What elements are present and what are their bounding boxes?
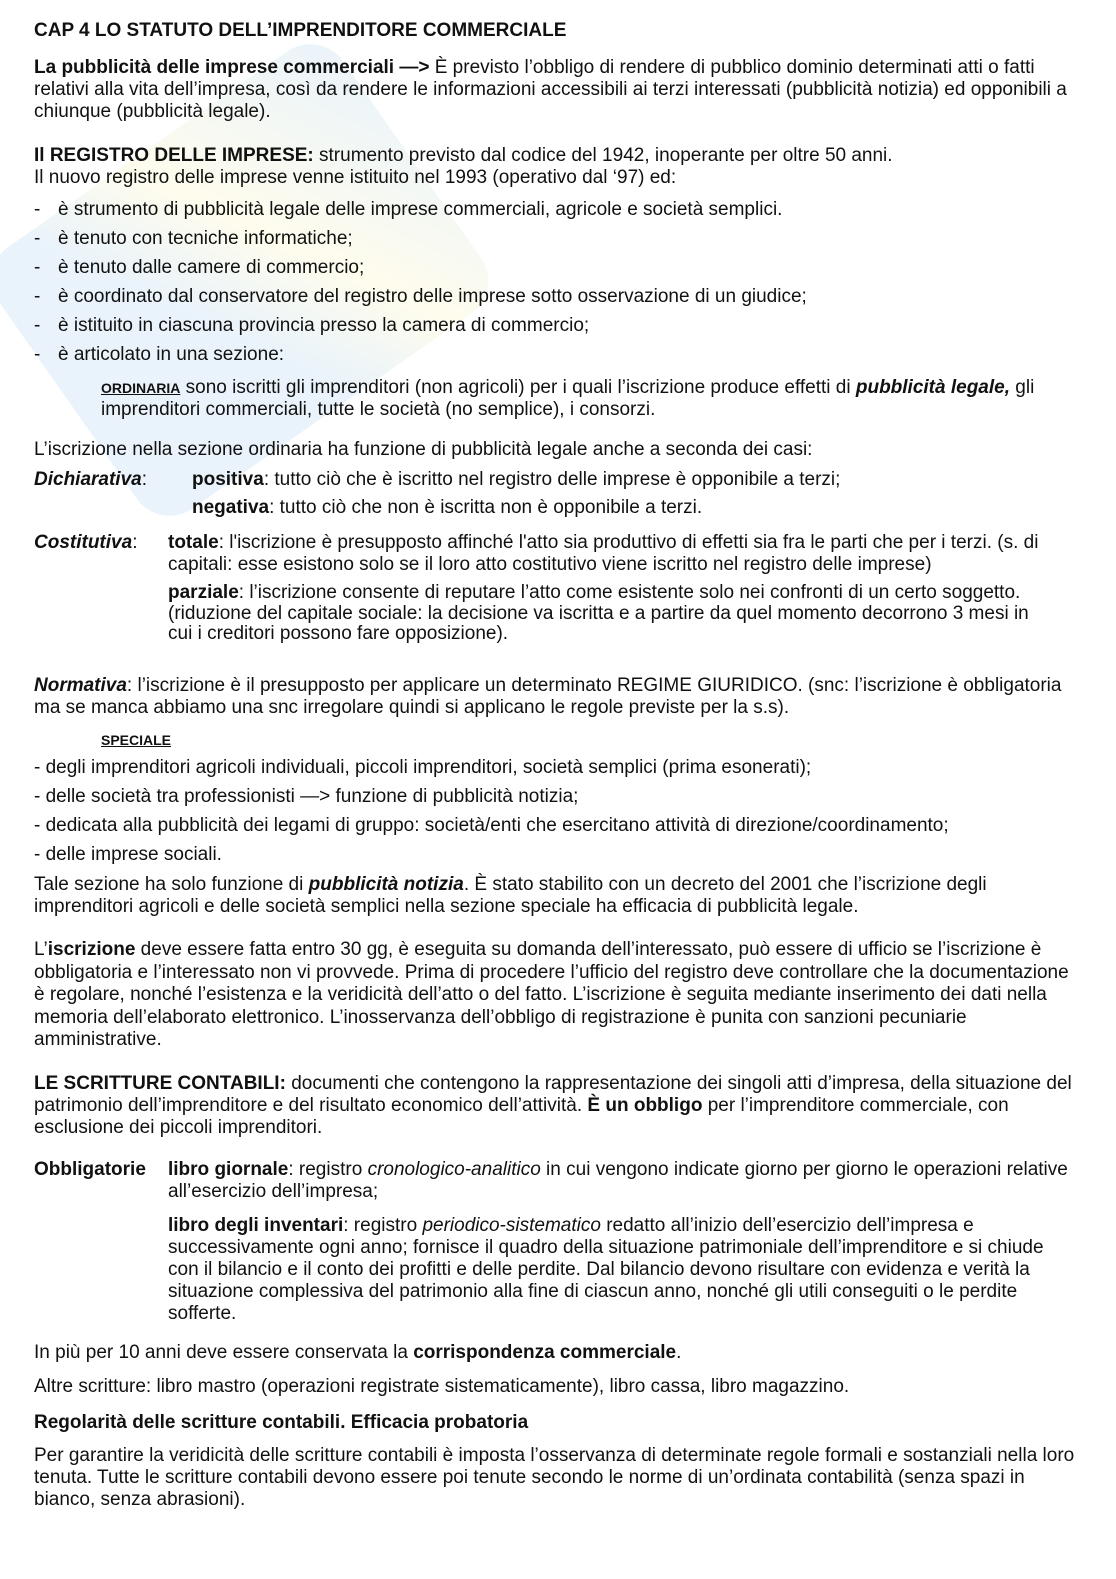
term-label: Dichiarativa bbox=[34, 469, 142, 490]
colon: : bbox=[132, 532, 138, 553]
list-item: - è coordinato dal conservatore del registro delle imprese sotto osservazione di un giudice; bbox=[34, 286, 807, 307]
italic-text: periodico-sistematico bbox=[422, 1215, 601, 1236]
bold-text: libro degli inventari bbox=[168, 1215, 344, 1236]
list-item: - degli imprenditori agricoli individuali, piccoli imprenditori, società semplici (prima esonerati); bbox=[34, 757, 812, 778]
bold-text: LE SCRITTURE CONTABILI: bbox=[34, 1073, 286, 1094]
list-item: - è articolato in una sezione: bbox=[34, 344, 285, 365]
list-item-text: è tenuto con tecniche informatiche; bbox=[58, 228, 353, 249]
body-text: deve essere fatta entro 30 gg, è eseguita su domanda dell’interessato, può essere di ufficio se l’iscrizione è obbligatoria e l’interessato non vi provvede. Prima di procedere l’ufficio del registro deve controllare che la documentazione è regolare, nonché l’esistenza e la veridicità dell’atto o del fatto. L’iscrizione è seguita mediante inserimento dei dati nella memoria dell’elaborato elettronico. L’inosservanza dell’obbligo di registrazione è punita con sanzioni pecuniarie amministrative. bbox=[34, 939, 1069, 1050]
emphasis-text: pubblicità notizia bbox=[308, 874, 464, 895]
italic-text: cronologico-analitico bbox=[367, 1159, 541, 1180]
heading-regolarita bbox=[34, 1412, 1079, 1434]
list-item-text: è tenuto dalle camere di commercio; bbox=[58, 257, 365, 278]
page-title bbox=[34, 20, 1079, 42]
body-text: : registro bbox=[288, 1159, 368, 1180]
paragraph-registro bbox=[34, 145, 1079, 189]
list-item-text: è articolato in una sezione: bbox=[58, 344, 285, 365]
paragraph-regolarita: Per garantire la veridicità delle scritture contabili è imposta l’osservanza di determinate regole formali e sostanziali nella loro tenuta. Tutte le scritture contabili devono essere poi tenute secondo le norme di un’ordinata contabilità (senza spazi in bianco, senza abrasioni). bbox=[34, 1445, 1075, 1510]
body-text: : l’iscrizione consente di reputare l’atto come esistente solo nei confronti di un certo soggetto. (riduzione del capitale sociale: la decisione va iscritta e a partire da quel momento decorrono 3 mesi in cui i creditori possono fare opposizione). bbox=[168, 582, 1029, 644]
body-text: in cui vengono indicate giorno per giorno le operazioni relative all’esercizio dell’impresa; bbox=[168, 1159, 1068, 1202]
section-label: SPECIALE bbox=[101, 732, 172, 748]
body-text: redatto all’inizio dell’esercizio dell’impresa e successivamente ogni anno; fornisce il quadro della situazione patrimoniale dell’imprenditore e si chiude con il bilancio e il conto dei profitti e delle perdite. Dal bilancio devono risultare con evidenza e verità la situazione complessiva del patrimonio alla fine di ciascun anno, nonché gli utili conseguiti o le perdite sofferte. bbox=[168, 1215, 1044, 1324]
body-text: . bbox=[676, 1342, 682, 1363]
bold-text: La pubblicità delle imprese commerciali —> bbox=[34, 57, 430, 78]
colon: : bbox=[141, 469, 148, 490]
body-text: gli imprenditori commerciali, tutte le società (no semplice), i consorzi. bbox=[101, 377, 1035, 420]
body-text: Il nuovo registro delle imprese venne istituito nel 1993 (operativo dal ‘97) ed: bbox=[34, 167, 677, 188]
term-label: Normativa bbox=[34, 675, 127, 696]
body-text: strumento previsto dal codice del 1942, inoperante per oltre 50 anni. bbox=[313, 145, 893, 166]
paragraph-tale-sezione bbox=[34, 874, 1079, 918]
list-item: - dedicata alla pubblicità dei legami di gruppo: società/enti che esercitano attività di direzione/coordinamento; bbox=[34, 815, 949, 836]
term-label: Obbligatorie bbox=[34, 1159, 146, 1180]
body-text: : tutto ciò che è iscritto nel registro delle imprese è opponibile a terzi; bbox=[263, 469, 841, 490]
heading-text: Regolarità delle scritture contabili. Efficacia probatoria bbox=[34, 1412, 529, 1433]
list-item-text: è istituito in ciascuna provincia presso la camera di commercio; bbox=[58, 315, 590, 336]
list-item: - delle società tra professionisti —> funzione di pubblicità notizia; bbox=[34, 786, 579, 807]
body-text: documenti che contengono la rappresentazione dei singoli atti d’impresa, della situazione del patrimonio dell’imprenditore e del risultato economico dell’attività. bbox=[34, 1073, 1072, 1116]
body-text: per l’imprenditore commerciale, con esclusione dei piccoli imprenditori. bbox=[34, 1095, 1009, 1138]
paragraph-pubblicita bbox=[34, 57, 1079, 123]
list-item: - è strumento di pubblicità legale delle imprese commerciali, agricole e società semplici. bbox=[34, 199, 783, 220]
obbligatorie-block bbox=[34, 1159, 1079, 1325]
paragraph-iscrizione-ordinaria: L’iscrizione nella sezione ordinaria ha funzione di pubblicità legale anche a seconda dei casi: bbox=[34, 439, 813, 460]
bold-text: parziale bbox=[168, 582, 239, 603]
body-text: : registro bbox=[343, 1215, 423, 1236]
paragraph-iscrizione bbox=[34, 939, 1079, 1052]
paragraph-altre-scritture: Altre scritture: libro mastro (operazioni registrate sistematicamente), libro cassa, libro magazzino. bbox=[34, 1376, 850, 1397]
list-item: - è istituito in ciascuna provincia presso la camera di commercio; bbox=[34, 315, 590, 336]
list-item: - è tenuto con tecniche informatiche; bbox=[34, 228, 353, 249]
body-text: È previsto l’obbligo di rendere di pubblico dominio determinati atti o fatti relativi alla vita dell’impresa, così da rendere le informazioni accessibili ai terzi interessati (pubblicità notizia) ed opponibili a chiunque (pubblicità legale). bbox=[34, 57, 1067, 122]
costitutiva-block bbox=[34, 532, 1079, 645]
dichiarativa-block bbox=[34, 469, 1079, 519]
bold-text: totale bbox=[168, 532, 219, 553]
bold-text: È un obbligo bbox=[587, 1095, 703, 1116]
body-text: : l’iscrizione è il presupposto per applicare un determinato REGIME GIURIDICO. (snc: l’iscrizione è obbligatoria ma se manca abbiamo una snc irregolare quindi si applicano le regole previste per la s.s). bbox=[34, 675, 1062, 718]
list-item: - delle imprese sociali. bbox=[34, 844, 222, 865]
bold-text: Il REGISTRO DELLE IMPRESE: bbox=[34, 145, 314, 166]
body-text: . È stato stabilito con un decreto del 2001 che l’iscrizione degli imprenditori agricoli e delle società semplici nella sezione speciale ha efficacia di pubblicità legale. bbox=[34, 874, 987, 917]
bullet-list bbox=[34, 199, 1079, 373]
speciale-label bbox=[101, 729, 1116, 751]
section-label: ORDINARIA bbox=[101, 380, 181, 396]
bold-text: negativa bbox=[192, 497, 270, 518]
body-text: : tutto ciò che non è iscritta non è opponibile a terzi. bbox=[269, 497, 703, 518]
bold-text: iscrizione bbox=[47, 939, 136, 960]
term-label: Costitutiva bbox=[34, 532, 133, 553]
emphasis-text: pubblicità legale, bbox=[855, 377, 1011, 398]
title-text: CAP 4 LO STATUTO DELL’IMPRENDITORE COMMERCIALE bbox=[34, 20, 567, 41]
body-text: In più per 10 anni deve essere conservata la bbox=[34, 1342, 414, 1363]
bold-text: libro giornale bbox=[168, 1159, 289, 1180]
paragraph-scritture-contabili bbox=[34, 1073, 1079, 1139]
paragraph-in-piu bbox=[34, 1342, 1079, 1364]
body-text: L’ bbox=[34, 939, 48, 960]
list-item-text: è coordinato dal conservatore del registro delle imprese sotto osservazione di un giudice; bbox=[58, 286, 807, 307]
body-text: Tale sezione ha solo funzione di bbox=[34, 874, 309, 895]
bold-text: corrispondenza commerciale bbox=[413, 1342, 677, 1363]
list-item-text: è strumento di pubblicità legale delle imprese commerciali, agricole e società semplici. bbox=[58, 199, 783, 220]
speciale-list bbox=[34, 757, 1079, 873]
bold-text: positiva bbox=[192, 469, 264, 490]
body-text: : l'iscrizione è presupposto affinché l'atto sia produttivo di effetti sia fra le parti che per i terzi. (s. di capitali: esse esistono solo se il loro atto costitutivo viene iscritto nel registro delle imprese) bbox=[168, 532, 1039, 575]
list-item: - è tenuto dalle camere di commercio; bbox=[34, 257, 365, 278]
paragraph-ordinaria bbox=[101, 377, 1071, 421]
body-text: sono iscritti gli imprenditori (non agricoli) per i quali l’iscrizione produce effetti di bbox=[180, 377, 856, 398]
normativa-block bbox=[34, 675, 1079, 719]
